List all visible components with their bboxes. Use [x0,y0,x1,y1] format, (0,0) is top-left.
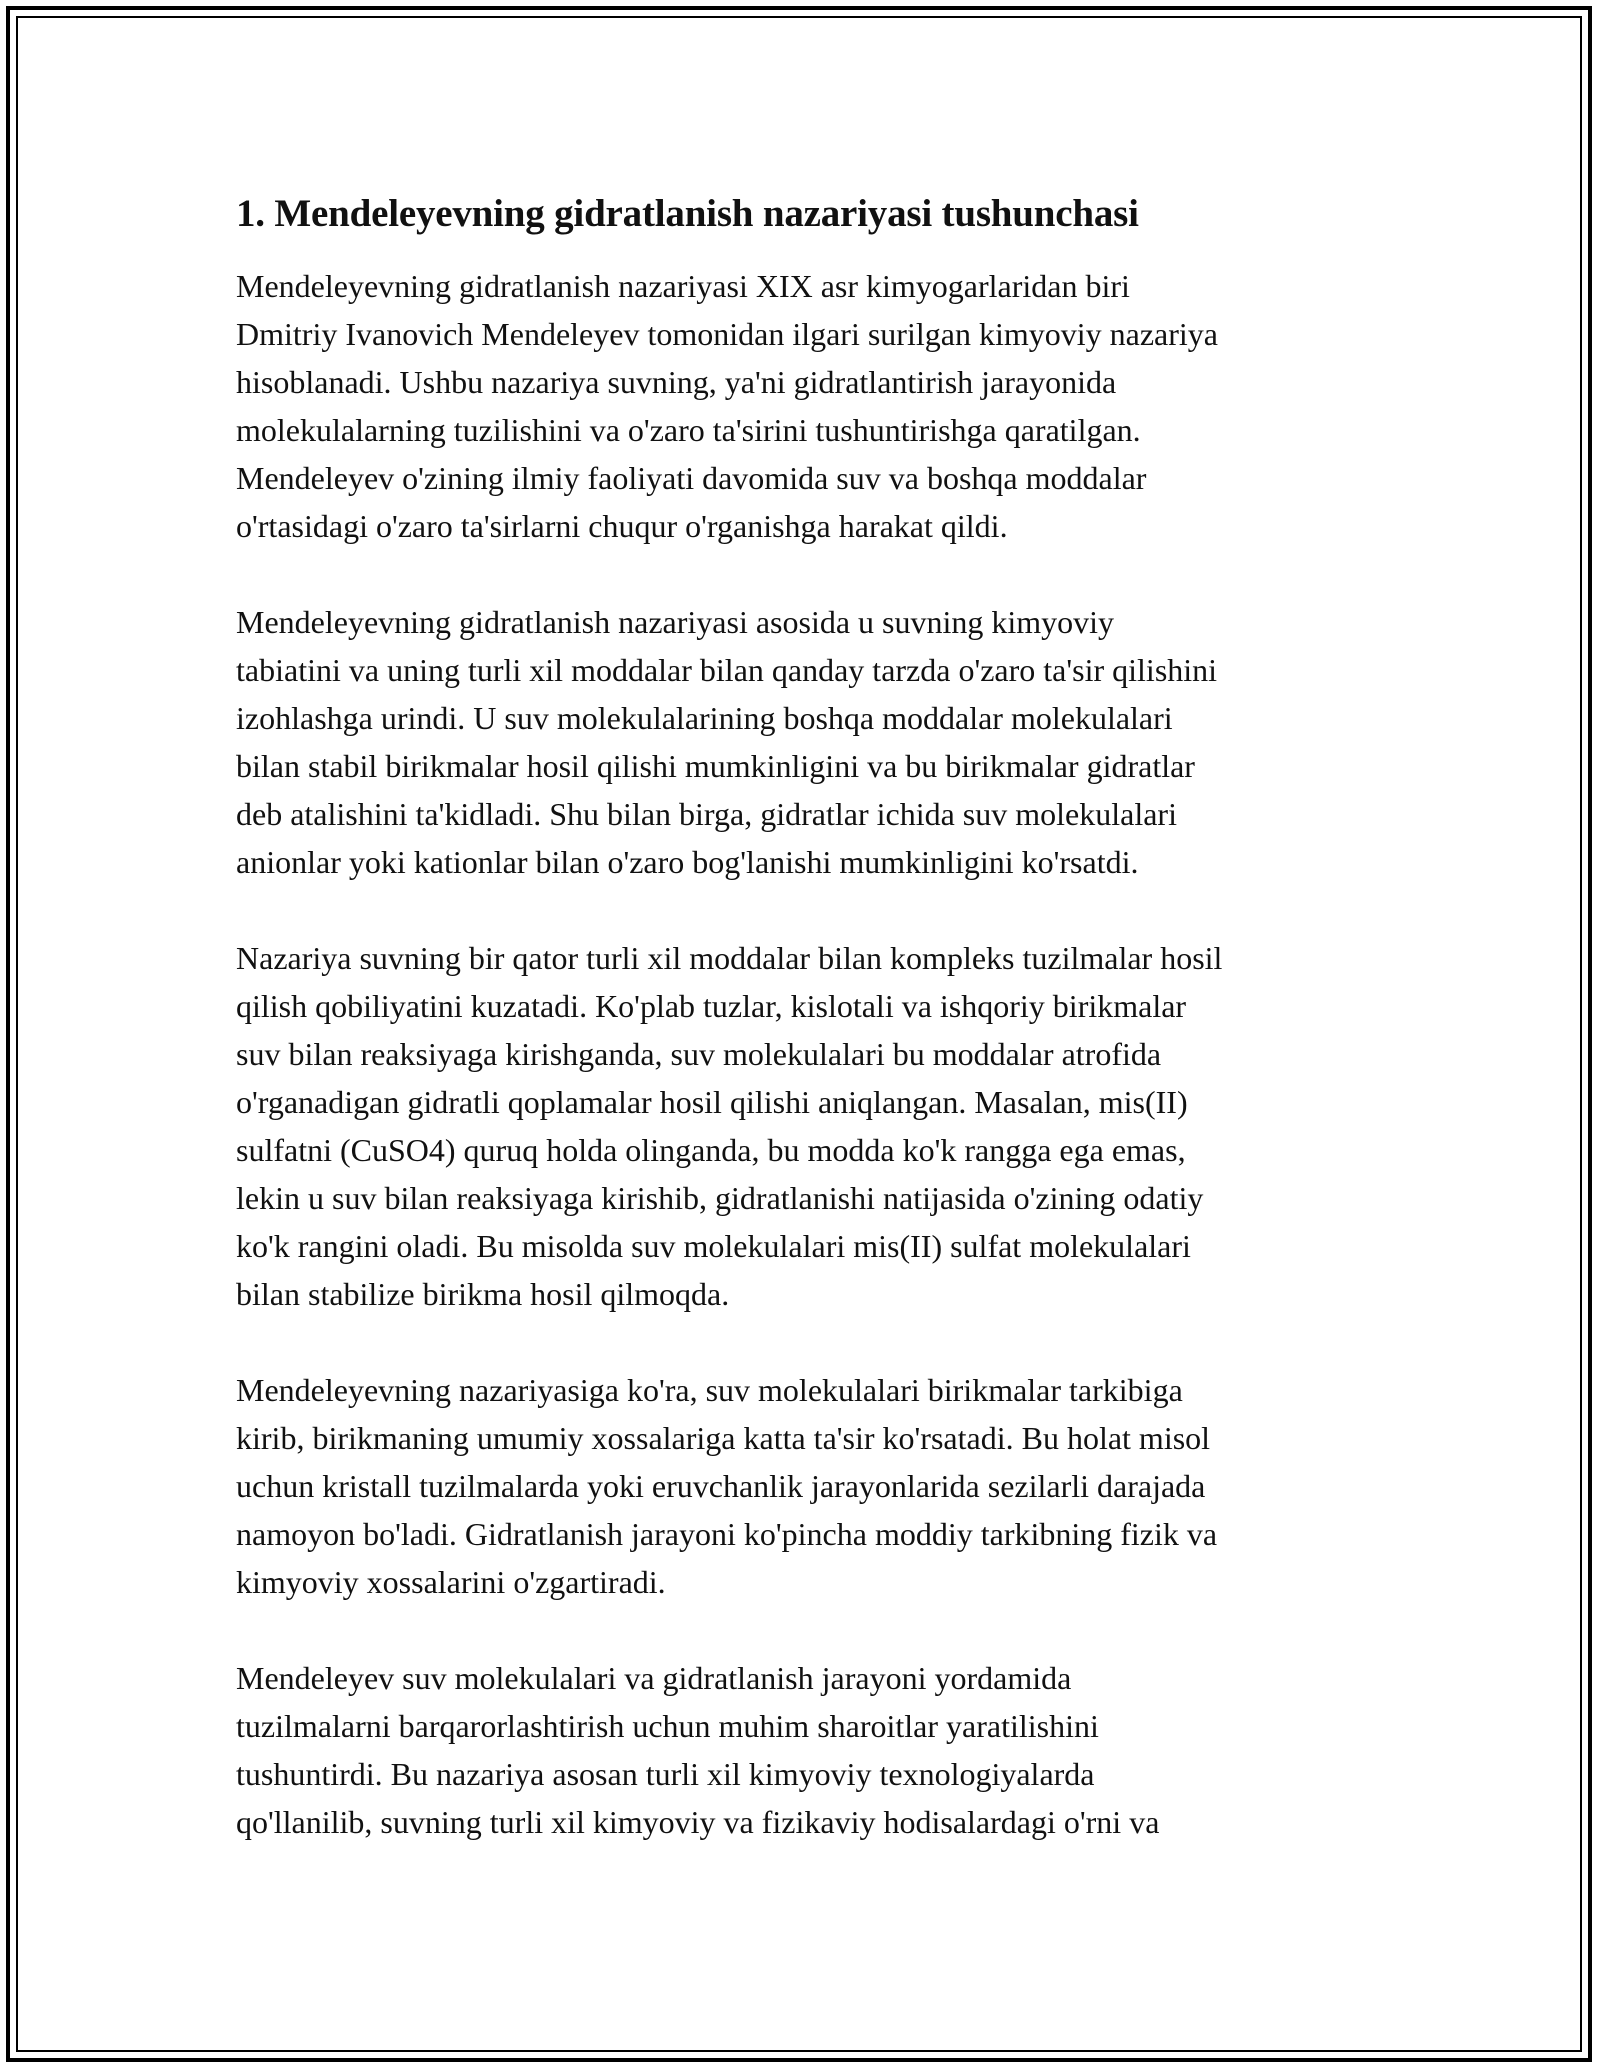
section-heading: 1. Mendeleyevning gidratlanish nazariyasi tushunchasi [236,192,1139,235]
paragraph-properties: Mendeleyevning nazariyasiga ko'ra, suv molekulalari birikmalar tarkibiga kirib, birikmaning umumiy xossalariga katta ta'sir ko'rsatadi. Bu holat misol uchun kristall tuzilmalarda yoki eruvchanlik jarayonlarida sezilarli darajada namoyon bo'ladi. Gidratlanish jarayoni ko'pincha moddiy tarkibning fizik va kimyoviy xossalarini o'zgartiradi. [236,1372,1218,1600]
document-body [236,186,1376,1894]
paragraph-intro: Mendeleyevning gidratlanish nazariyasi XIX asr kimyogarlaridan biri Dmitriy Ivanovich Mendeleyev tomonidan ilgari surilgan kimyoviy nazariya hisoblanadi. Ushbu nazariya suvning, ya'ni gidratlantirish jarayonida molekulalarning tuzilishini va o'zaro ta'sirini tushuntirishga qaratilgan. Mendeleyev o'zining ilmiy faoliyati davomida suv va boshqa moddalar o'rtasidagi o'zaro ta'sirlarni chuqur o'rganishga harakat qildi. [236,268,1218,544]
paragraph-complex-structures: Nazariya suvning bir qator turli xil moddalar bilan kompleks tuzilmalar hosil qilish qobiliyatini kuzatadi. Ko'plab tuzlar, kislotali va ishqoriy birikmalar suv bilan reaksiyaga kirishganda, suv molekulalari bu moddalar atrofida o'rganadigan gidratli qoplamalar hosil qilishi aniqlangan. Masalan, mis(II) sulfatni (CuSO4) quruq holda olinganda, bu modda ko'k rangga ega emas, lekin u suv bilan reaksiyaga kirishib, gidratlanishi natijasida o'zining odatiy ko'k rangini oladi. Bu misolda suv molekulalari mis(II) sulfat molekulalari bilan stabilize birikma hosil qilmoqda. [236,940,1223,1312]
paragraph-hydrates: Mendeleyevning gidratlanish nazariyasi asosida u suvning kimyoviy tabiatini va uning turli xil moddalar bilan qanday tarzda o'zaro ta'sir qilishini izohlashga urindi. U suv molekulalarining boshqa moddalar molekulalari bilan stabil birikmalar hosil qilishi mumkinligini va bu birikmalar gidratlar deb atalishini ta'kidladi. Shu bilan birga, gidratlar ichida suv molekulalari anionlar yoki kationlar bilan o'zaro bog'lanishi mumkinligini ko'rsatdi. [236,604,1218,880]
paragraph-stabilization: Mendeleyev suv molekulalari va gidratlanish jarayoni yordamida tuzilmalarni barqarorlashtirish uchun muhim sharoitlar yaratilishini tushuntirdi. Bu nazariya asosan turli xil kimyoviy texnologiyalarda qo'llanilib, suvning turli xil kimyoviy va fizikaviy hodisalardagi o'rni va [236,1660,1160,1840]
